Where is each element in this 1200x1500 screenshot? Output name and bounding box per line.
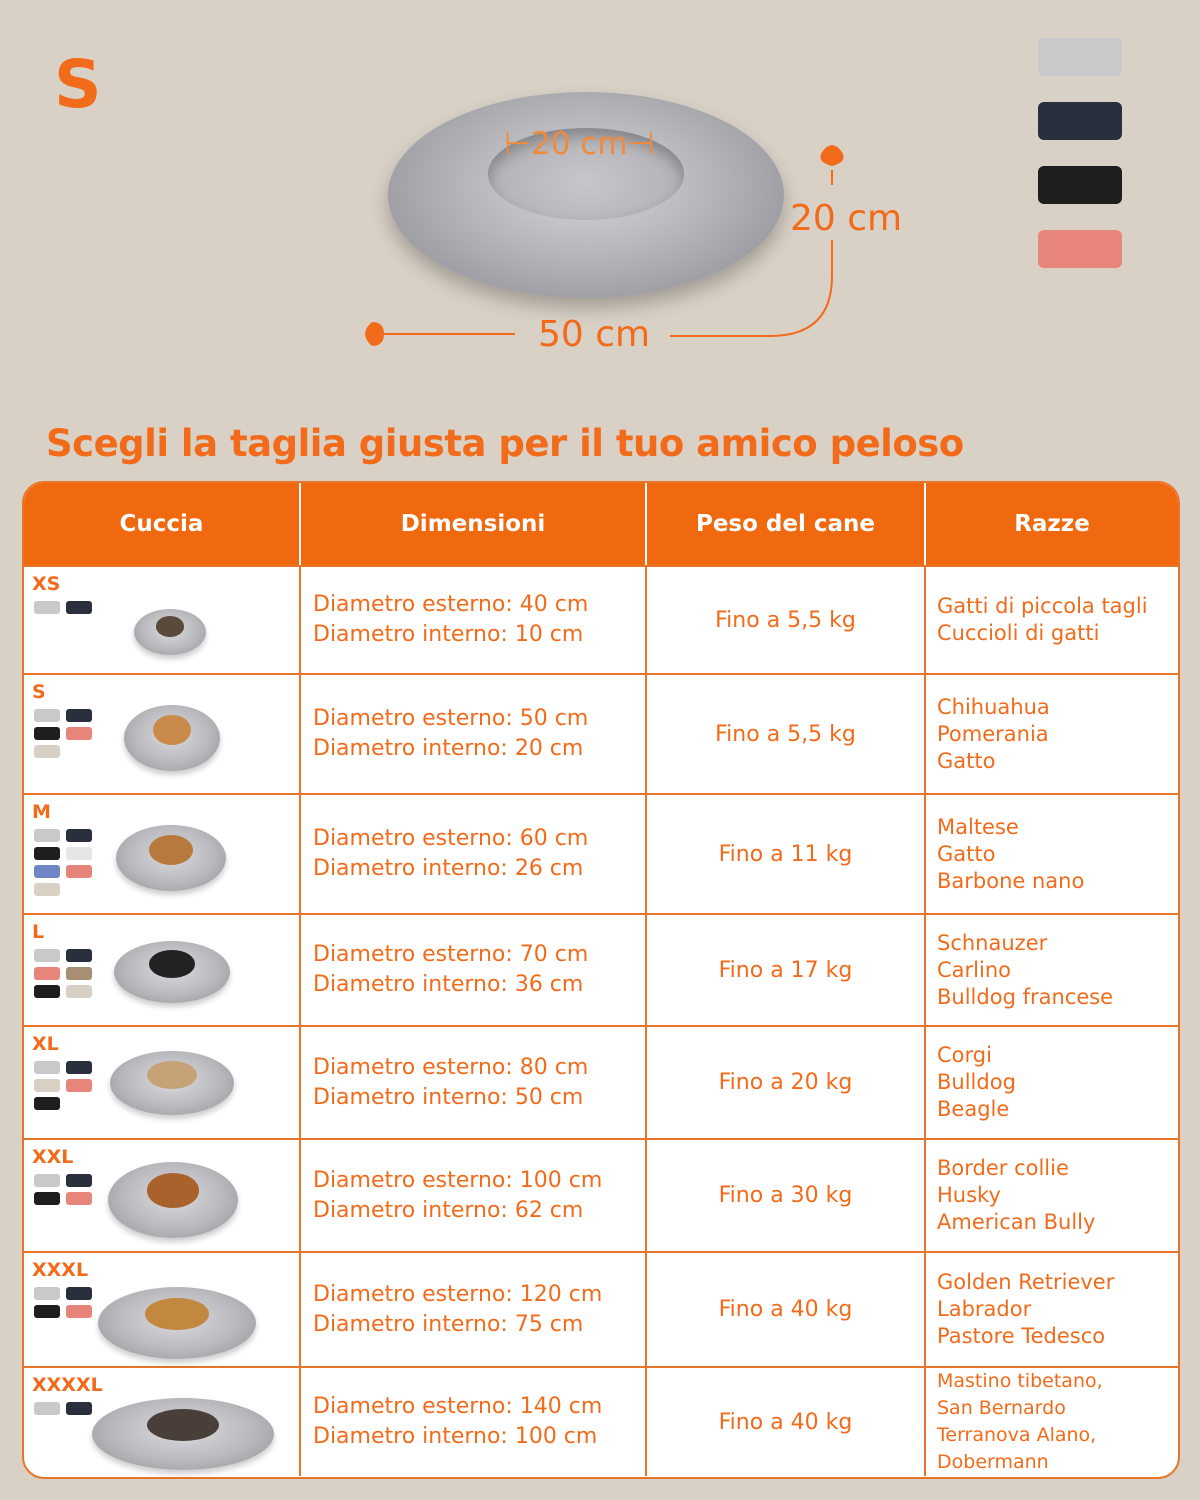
breed-name: Corgi [937,1043,992,1067]
outer-diameter: Diametro esterno: 40 cm [313,592,589,617]
table-row [24,1138,1178,1251]
mini-color-swatch [34,1061,60,1074]
inner-diameter-label: ⊢20 cm⊣ [504,126,655,162]
mini-color-swatch [34,1174,60,1187]
mini-color-swatch [34,601,60,614]
dimensions-cell [301,795,647,913]
color-swatch[interactable] [1038,102,1122,140]
mini-color-swatch [66,727,92,740]
table-row [24,913,1178,1025]
breed-name: San Bernardo [937,1397,1066,1419]
size-label: XXXXL [32,1374,103,1396]
table-row [24,1025,1178,1138]
height-label: 20 cm [790,198,903,239]
mini-color-swatch [34,1287,60,1300]
bed-thumbnail-image [124,705,220,771]
mini-color-swatch [66,847,92,860]
mini-color-swatch [34,727,60,740]
breed-name: Dobermann [937,1451,1049,1473]
inner-diameter: Diametro interno: 50 cm [313,1084,584,1110]
dimensions-cell [301,1253,647,1366]
inner-diameter: Diametro interno: 100 cm [313,1424,598,1449]
size-label: XXL [32,1146,74,1168]
mini-color-swatch [34,847,60,860]
diameter-label: 50 cm [538,314,651,355]
bed-cell [24,567,301,673]
breeds-cell [926,915,1178,1025]
outer-diameter: Diametro esterno: 50 cm [313,706,589,731]
mini-color-swatch [66,709,92,722]
inner-diameter: Diametro interno: 36 cm [313,972,584,997]
breed-name: Bulldog francese [937,984,1114,1009]
breeds-cell [926,1253,1178,1366]
pet-image [145,1298,208,1330]
table-row [24,673,1178,793]
breed-name: Labrador [937,1297,1032,1321]
table-row [24,565,1178,673]
mini-color-swatch [66,865,92,878]
bed-cell [24,1140,301,1251]
mini-color-swatch [66,1079,92,1092]
available-colors [34,1061,94,1110]
size-label: L [32,921,45,943]
breed-name: Cuccioli di gatti [937,621,1100,645]
breed-name: Pastore Tedesco [937,1324,1106,1348]
available-colors [34,601,94,614]
mini-color-swatch [34,967,60,980]
breeds-cell [926,675,1178,793]
color-swatch[interactable] [1038,294,1122,332]
outer-diameter: Diametro esterno: 70 cm [313,942,589,967]
pet-image [149,950,195,978]
size-table [22,481,1180,1479]
bed-thumbnail-image [98,1287,256,1359]
available-colors [34,1174,94,1205]
weight-cell: Fino a 20 kg [647,1027,926,1138]
weight-cell: Fino a 40 kg [647,1368,926,1476]
size-label: M [32,801,51,823]
mini-color-swatch [34,709,60,722]
size-letter: S [54,46,102,123]
breed-name: Husky [937,1183,1001,1207]
breed-name: Maltese [937,814,1019,839]
available-colors [34,829,94,896]
bed-cell [24,675,301,793]
pet-image [153,715,191,745]
breed-name: Pomerania [937,721,1049,746]
header-peso: Peso del cane [647,483,926,565]
weight-cell: Fino a 17 kg [647,915,926,1025]
color-swatches [1038,38,1124,358]
bed-thumbnail-image [110,1051,234,1115]
breed-name: Carlino [937,957,1011,982]
dimensions-cell [301,915,647,1025]
bed-cell [24,1027,301,1138]
inner-diameter: Diametro interno: 62 cm [313,1197,584,1223]
table-row [24,1251,1178,1366]
dimensions-cell [301,1140,647,1251]
mini-color-swatch [66,1061,92,1074]
mini-color-swatch [34,1097,60,1110]
outer-diameter: Diametro esterno: 60 cm [313,826,589,851]
weight-cell: Fino a 30 kg [647,1140,926,1251]
outer-diameter: Diametro esterno: 120 cm [313,1281,603,1307]
pet-image [149,835,193,865]
mini-color-swatch [34,883,60,896]
color-swatch[interactable] [1038,166,1122,204]
dimensions-cell [301,1368,647,1476]
mini-color-swatch [34,949,60,962]
available-colors [34,709,94,758]
mini-color-swatch [66,829,92,842]
breed-name: Beagle [937,1097,1010,1121]
table-header [24,483,1178,565]
bed-cell [24,915,301,1025]
pet-image [156,616,185,637]
mini-color-swatch [34,1192,60,1205]
mini-color-swatch [66,949,92,962]
size-label: XS [32,573,61,595]
breeds-cell [926,567,1178,673]
breeds-cell [926,795,1178,913]
dimensions-cell [301,675,647,793]
mini-color-swatch [34,829,60,842]
table-body [24,565,1178,1476]
dimensions-cell [301,1027,647,1138]
bed-thumbnail-image [92,1398,274,1470]
headline: Scegli la taglia giusta per il tuo amico peloso [46,422,964,465]
mini-color-swatch [34,745,60,758]
mini-color-swatch [34,1305,60,1318]
bed-cell [24,1368,301,1476]
header-dimensioni: Dimensioni [301,483,647,565]
pet-image [147,1061,197,1090]
weight-cell: Fino a 5,5 kg [647,567,926,673]
breeds-cell [926,1140,1178,1251]
mini-color-swatch [34,1079,60,1092]
available-colors [34,1402,94,1415]
inner-diameter: Diametro interno: 26 cm [313,856,584,881]
table-row [24,793,1178,913]
inner-diameter: Diametro interno: 75 cm [313,1311,584,1337]
weight-cell: Fino a 11 kg [647,795,926,913]
breed-name: American Bully [937,1210,1096,1234]
bed-cell [24,795,301,913]
breed-name: Border collie [937,1156,1069,1180]
bed-cell [24,1253,301,1366]
weight-cell: Fino a 40 kg [647,1253,926,1366]
outer-diameter: Diametro esterno: 100 cm [313,1167,603,1193]
breeds-cell [926,1368,1178,1476]
table-row [24,1366,1178,1476]
mini-color-swatch [66,1305,92,1318]
mini-color-swatch [34,1402,60,1415]
mini-color-swatch [34,985,60,998]
dimensions-cell [301,567,647,673]
arrow-up-icon [820,145,843,166]
breed-name: Chihuahua [937,694,1050,719]
header-razze: Razze [1014,511,1090,537]
outer-diameter: Diametro esterno: 80 cm [313,1054,589,1080]
mini-color-swatch [34,865,60,878]
breed-name: Golden Retriever [937,1270,1115,1294]
header-cuccia: Cuccia [24,483,301,565]
mini-color-swatch [66,601,92,614]
weight-cell: Fino a 5,5 kg [647,675,926,793]
breed-name: Schnauzer [937,930,1048,955]
available-colors [34,1287,94,1318]
mini-color-swatch [66,1287,92,1300]
mini-color-swatch [66,1402,92,1415]
inner-diameter: Diametro interno: 20 cm [313,736,584,761]
bed-thumbnail-image [108,1162,238,1238]
breed-name: Mastino tibetano, [937,1370,1103,1392]
breed-name: Bulldog [937,1070,1016,1094]
breed-name: Gatti di piccola tagli [937,594,1148,618]
size-label: XXXL [32,1259,89,1281]
mini-color-swatch [66,1174,92,1187]
pet-image [147,1173,199,1207]
bed-thumbnail-image [114,941,230,1003]
mini-color-swatch [66,1192,92,1205]
available-colors [34,949,94,998]
breeds-cell [926,1027,1178,1138]
breed-name: Gatto [937,748,996,773]
color-swatch[interactable] [1038,38,1122,76]
mini-color-swatch [66,967,92,980]
arrow-left-icon [365,322,384,346]
color-swatch[interactable] [1038,230,1122,268]
breed-name: Gatto [937,841,996,866]
bed-thumbnail-image [134,609,206,655]
size-label: S [32,681,46,703]
bed-thumbnail-image [116,825,226,891]
size-label: XL [32,1033,59,1055]
pet-image [147,1409,220,1441]
mini-color-swatch [66,985,92,998]
breed-name: Barbone nano [937,868,1085,893]
outer-diameter: Diametro esterno: 140 cm [313,1394,603,1419]
breed-name: Terranova Alano, [937,1424,1097,1446]
inner-diameter: Diametro interno: 10 cm [313,622,584,647]
